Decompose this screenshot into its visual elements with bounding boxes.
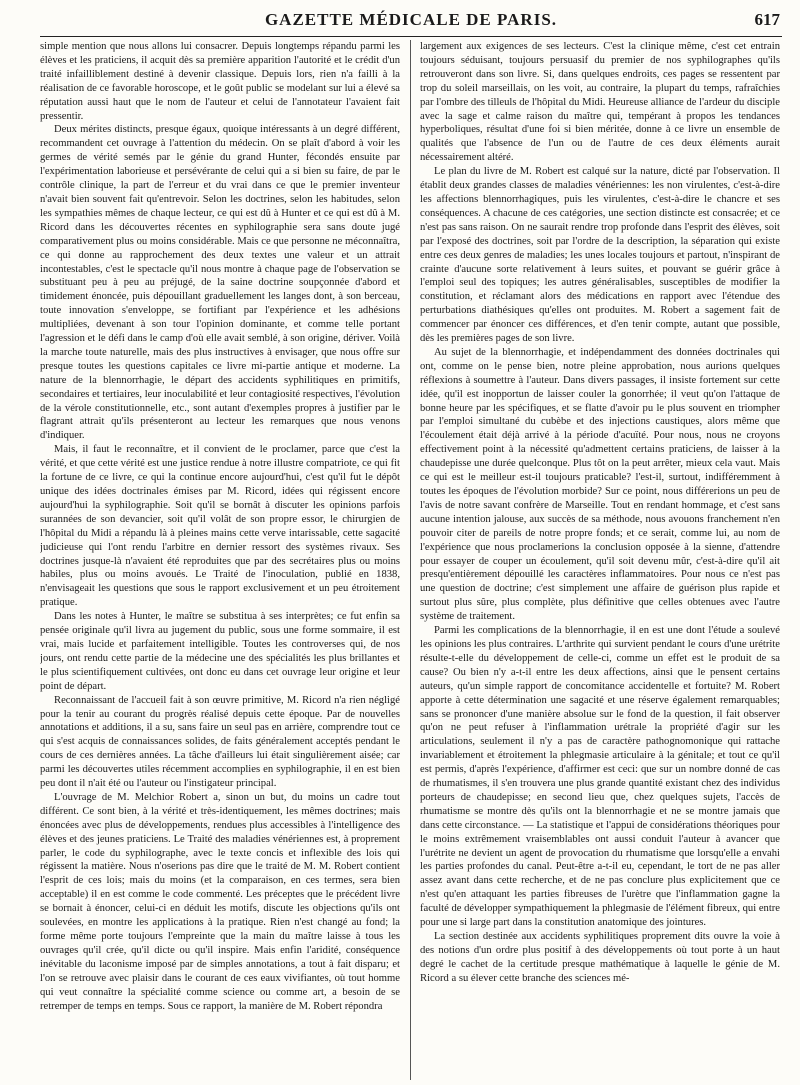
left-paragraph-2: Deux mérites distincts, presque égaux, quoique intéressants à un degré différent, recommandent cet ouvrage à l'attention du médecin. On se plaît d'abord à voir les germes de vérité semés par le génie du grand Hunter, fécondés ensuite par l'expérimentation laborieuse et persévérante de celui qui a si bien su faire, de par le contrôle clinique, la part de l'erreur et du vrai dans ce que le premier inventeur n'avait bien souvent fait qu'entrevoir. Selon les doctrines, selon les habitudes, selon les sympathies mêmes de chaque lecteur, ce qui est dû à Hunter et ce qui est dû à M. Ricord dans les découvertes récentes en syphilographie sera sans doute jugé comparativement plus ou moins considérable. Mais ce que personne ne méconnaîtra, ce qui donne au rapprochement des deux textes une valeur et un attrait incontestables, c'est le spectacle qu'il nous montre à chaque page de l'observation se substituant peu à peu au préjugé, de la saine doctrine soupçonnée d'abord et timidement énoncée, puis dépouillant graduellement les langes dont, à son berceau, toute innovation s'enveloppe, se fortifiant par l'expérience et les adhésions multipliées, devenant à son tour l'opinion dominante, et comme telle portant l'agression et le défi dans le camp d'où elle avait semblé, à son origine, dériver. Voilà la marche toute naturelle, mais des plus instructives à envisager, que nous offre sur presque toutes les questions capitales ce livre mi-partie antique et moderne. La nature de la blennorrhagie, le départ des accidents syphilitiques en primitifs, secondaires et tertiaires, leur inoculabilité et leur contagiosité respectives, l'évolution de la vérole constitutionnelle, etc., sont autant d'exemples propres à justifier par le flagrant attrait qu'ils présenteront au lecteur les remarques que nous venons d'indiquer. [40, 124, 400, 442]
right-paragraph-4: Parmi les complications de la blennorrhagie, il en est une dont l'étude a soulevé les opinions les plus contraires. L'arthrite qui survient pendant le cours d'une urétrite résulte-t-elle du développement de celle-ci, comme un effet est le produit de sa cause? Ou bien n'y a-t-il entre les deux affections, ainsi que le pensent certains auteurs, qu'un simple rapport de concomitance accidentelle et fortuite? M. Robert apporte à cette détermination une sagacité et une réserve également remarquables; sans se prononcer d'une manière absolue sur le fond de la question, il fait observer qu'on ne peut refuser à l'inflammation urétrale la propriété d'agir sur les articulations, seulement il n'y a pas de caractère pathognomonique qui rattache invariablement et étroitement la phlegmasie articulaire à la génitale; et tout ce qu'il est permis, d'après l'expérience, d'affirmer est ceci: que sur un nombre donné de cas de rhumatismes, il s'en trouvera une plus grande quantité existant chez des individus porteurs de chaudepisse; en second lieu que, chez quelques sujets, l'accès de rhumatisme se montre dès qu'ils ont la blennorrhagie et ne se montre jamais que dans cette circonstance. — La statistique et l'appui de considérations théoriques pour le moins extrêmement vraisemblables ont aussi conduit l'auteur à avancer que l'urétrite ne devient un agent de provocation du rhumatisme que lorsqu'elle a envahi les parties profondes du canal. Peut-être a-t-il eu, cependant, le tort de ne pas aller assez avant dans cette recherche, et de ne pas conclure plus explicitement que ce n'est qu'en attaquant les parties fibreuses de l'urètre que l'inflammation gagne la faculté de développer sympathiquement la phlegmasie de l'élément fibreux, qui entre pour une si large part dans la constitution anatomique des jointures. [420, 625, 780, 929]
column-divider [410, 40, 411, 1080]
page-number: 617 [754, 10, 780, 29]
right-paragraph-2: Le plan du livre de M. Robert est calqué sur la nature, dicté par l'observation. Il établit deux grandes classes de maladies vénériennes: les non virulentes, c'est-à-dire les affections blennorrhagiques, puis les virulentes, c'est-à-dire le chancre et ses conséquences. A chacune de ces catégories, une section distincte est consacrée; et ce n'est pas sans raison. On ne saurait rendre trop profonde dans l'esprit des élèves, soit par l'exposé des doctrines, soit par l'ordre de la description, la séparation qui existe entre ces deux genres de maladies; les unes locales toujours et partout, n'inspirant de crainte d'aucune sorte relativement à leurs suites, et pouvant se guérir grâce à l'emploi seul des topiques; les autres généralisables, susceptibles de modifier la constitution, et réclamant alors des médications en rapport avec l'étendue des perturbations diathésiques qu'elles ont produites. M. Robert a sagement fait de commencer par énoncer ces différences, et d'en tenir compte, autant que possible, dès les premières pages de son livre. [420, 166, 780, 345]
left-column [40, 40, 400, 1080]
right-column [420, 40, 780, 1080]
right-paragraph-1: largement aux exigences de ses lecteurs. C'est la clinique même, c'est cet entrain toujours séduisant, toujours persuasif du premier de nos syphilographes qu'ils retrouveront dans son livre. Si, dans quelques endroits, ces pages se ressentent par trop du soleil marseillais, on les voit, au contraire, la plupart du temps, rafraîchies par l'ombre des tilleuls de l'hôpital du Midi. Heureuse alliance de l'ardeur du disciple avec la sage et calme raison du maître qui, tempérant à propos les tendances hyperboliques, résultat d'une foi si bien méritée, donne à ce livre un ensemble de qualités que l'absence de l'un ou de l'autre de ces deux éléments aurait nécessairement altéré. [420, 41, 780, 164]
left-paragraph-6: L'ouvrage de M. Melchior Robert a, sinon un but, du moins un cadre tout différent. Ce sont bien, à la vérité et très-identiquement, les mêmes doctrines; mais énoncées avec plus de développements, rendues plus accessibles à l'intelligence des élèves et des jeunes praticiens. Le Traité des maladies vénériennes est, à proprement parler, le code du syphilographe, avec le texte concis et inflexible des lois qui régissent la matière. Nous n'oserions pas dire que le traité de M. M. Robert contient l'esprit de ces lois; mais du moins (et la comparaison, en ces termes, sera bien acceptable) il en est comme le code commenté. Les préceptes que le précédent livre se bornait à énoncer, celui-ci en déduit les motifs, discute les objections qu'ils ont soulevées, en montre les applications à la pratique. Rien n'est changé au fond; la forme même porte toujours l'empreinte que la main du maître laisse à tous les ouvrages qu'il crée, qu'il dicte ou qu'il inspire. Mais enfin l'aridité, conséquence inévitable du laconisme imposé par de simples annotations, a tout à fait disparu; et l'on se retrouve avec plaisir dans le courant de ces eaux vivifiantes, où tout homme qui veut connaître la spécialité comme science ou comme art, a besoin de se retremper de temps en temps. Sous ce rapport, la manière de M. Robert répondra [40, 791, 400, 1012]
left-paragraph-1: simple mention que nous allons lui consacrer. Depuis longtemps répandu parmi les élèves et les praticiens, il acquit dès sa première apparition l'autorité et le crédit d'un traité infailliblement destiné à devenir classique. Depuis lors, rien n'a failli à la réalisation de ce favorable horoscope, et le goût public se modelant sur lui a élevé sa réputation aussi haut que le nom de l'auteur et celui de l'annotateur l'avaient fait pressentir. [40, 41, 400, 122]
left-paragraph-4: Dans les notes à Hunter, le maître se substitua à ses interprètes; ce fut enfin sa pensée originale qu'il livra au jugement du public, sous une forme sommaire, il est vrai, mais lucide et parfaitement intelligible. Toutes les controverses qui, de nos jours, ont rendu cette partie de la médecine une des spécialités les plus brillantes et le plus scientifiquement cultivées, ont donc eu dans cet ouvrage leur origine et leur point de départ. [40, 611, 400, 692]
journal-title: GAZETTE MÉDICALE DE PARIS. [264, 10, 558, 29]
left-paragraph-3: Mais, il faut le reconnaître, et il convient de le proclamer, parce que c'est la vérité, et que cette vérité est une justice rendue à notre illustre compatriote, ce qui fit la fortune de ce livre, ce qui la continue encore aujourd'hui, c'est qu'il fut le dépôt unique des idées doctrinales émises par M. Ricord, idées qui régissent encore aujourd'hui la syphilographie. Soit qu'il se bornât à discuter les opinions parfois surannées de son devancier, soit qu'il volât de son propre essor, le chirurgien de l'hôpital du Midi a répandu là à pleines mains cette verve intarissable, cette sagacité judicieuse qui l'ont rendu l'arbitre en dernier ressort des systèmes rivaux. Ses doctrines jusque-là n'avaient été reproduites que par des secrétaires plus ou moins habiles, plus ou moins avoués. Le Traité de l'inoculation, publié en 1838, n'envisageait les questions que sous le rapport exclusivement et un peu étroitement pratique. [40, 444, 400, 609]
right-paragraph-5: La section destinée aux accidents syphilitiques proprement dits ouvre la voie à des notions d'un ordre plus positif à des développements où tout porte à un haut degré le cachet de la certitude presque mathématique à laquelle le génie de M. Ricord a su élever cette branche des sciences mé- [420, 931, 780, 984]
right-paragraph-3: Au sujet de la blennorrhagie, et indépendamment des données doctrinales qui ont, comme on le pense bien, notre pleine approbation, nous aurions quelques réflexions à soumettre à l'auteur. Dans divers passages, il insiste fortement sur cette idée, qu'il est inopportun de laisser couler la gonorrhée; il veut qu'on l'attaque de bonne heure par les spécifiques, et se flatte d'avoir pu le plus souvent en triompher par l'emploi simultané du cubèbe et des injections caustiques, alors même que l'écoulement était déjà arrivé à la période d'acuïté. Pour nous, nous ne croyons effectivement point à la nécessité qu'admettent certains praticiens, de laisser à la chaudepisse une durée quelconque. Plus tôt on la peut arrêter, mieux cela vaut. Mais ce qui est le meilleur est-il toujours praticable? l'est-il, surtout, indifféremment à toutes les époques de l'évolution morbide? Sur ce point, nous différerions un peu de l'avis de notre savant confrère de Marseille. Tout en rendant hommage, et c'est sans aucune intention jalouse, aux succès de sa méthode, nous avouons franchement n'en pouvoir citer de pareils de notre propre fonds; et ce serait, comme lui, au nom de l'expérience que nous proclamerions la conclusion opposée à la sienne, d'attendre pour essayer de couper un écoulement, qu'il soit devenu mûr, c'est-à-dire qu'il ait presqu'entièrement dépouillé les caractères inflammatoires. Pour nous ce n'est pas une question de doctrine; c'est simplement une affaire de guérison plus rapide et surtout plus sûre, plus complète, plus définitive que celles obtenues avec l'autre système de traitement. [420, 346, 780, 623]
page-header [40, 8, 782, 37]
left-paragraph-5: Reconnaissant de l'accueil fait à son œuvre primitive, M. Ricord n'a rien négligé pour la tenir au courant du progrès réalisé depuis cette époque. Par de nouvelles annotations et additions, il a su, sans faire un seul pas en arrière, comprendre tout ce qui s'est acquis de connaissances solides, de faits généralement acceptés pendant le cours de ces dernières années. La tâche d'ailleurs lui était singulièrement aisée; car parmi les découvertes utiles récemment accomplies en syphilographie, il en est bien peu dont il n'ait été ou l'auteur ou l'instigateur principal. [40, 694, 400, 790]
